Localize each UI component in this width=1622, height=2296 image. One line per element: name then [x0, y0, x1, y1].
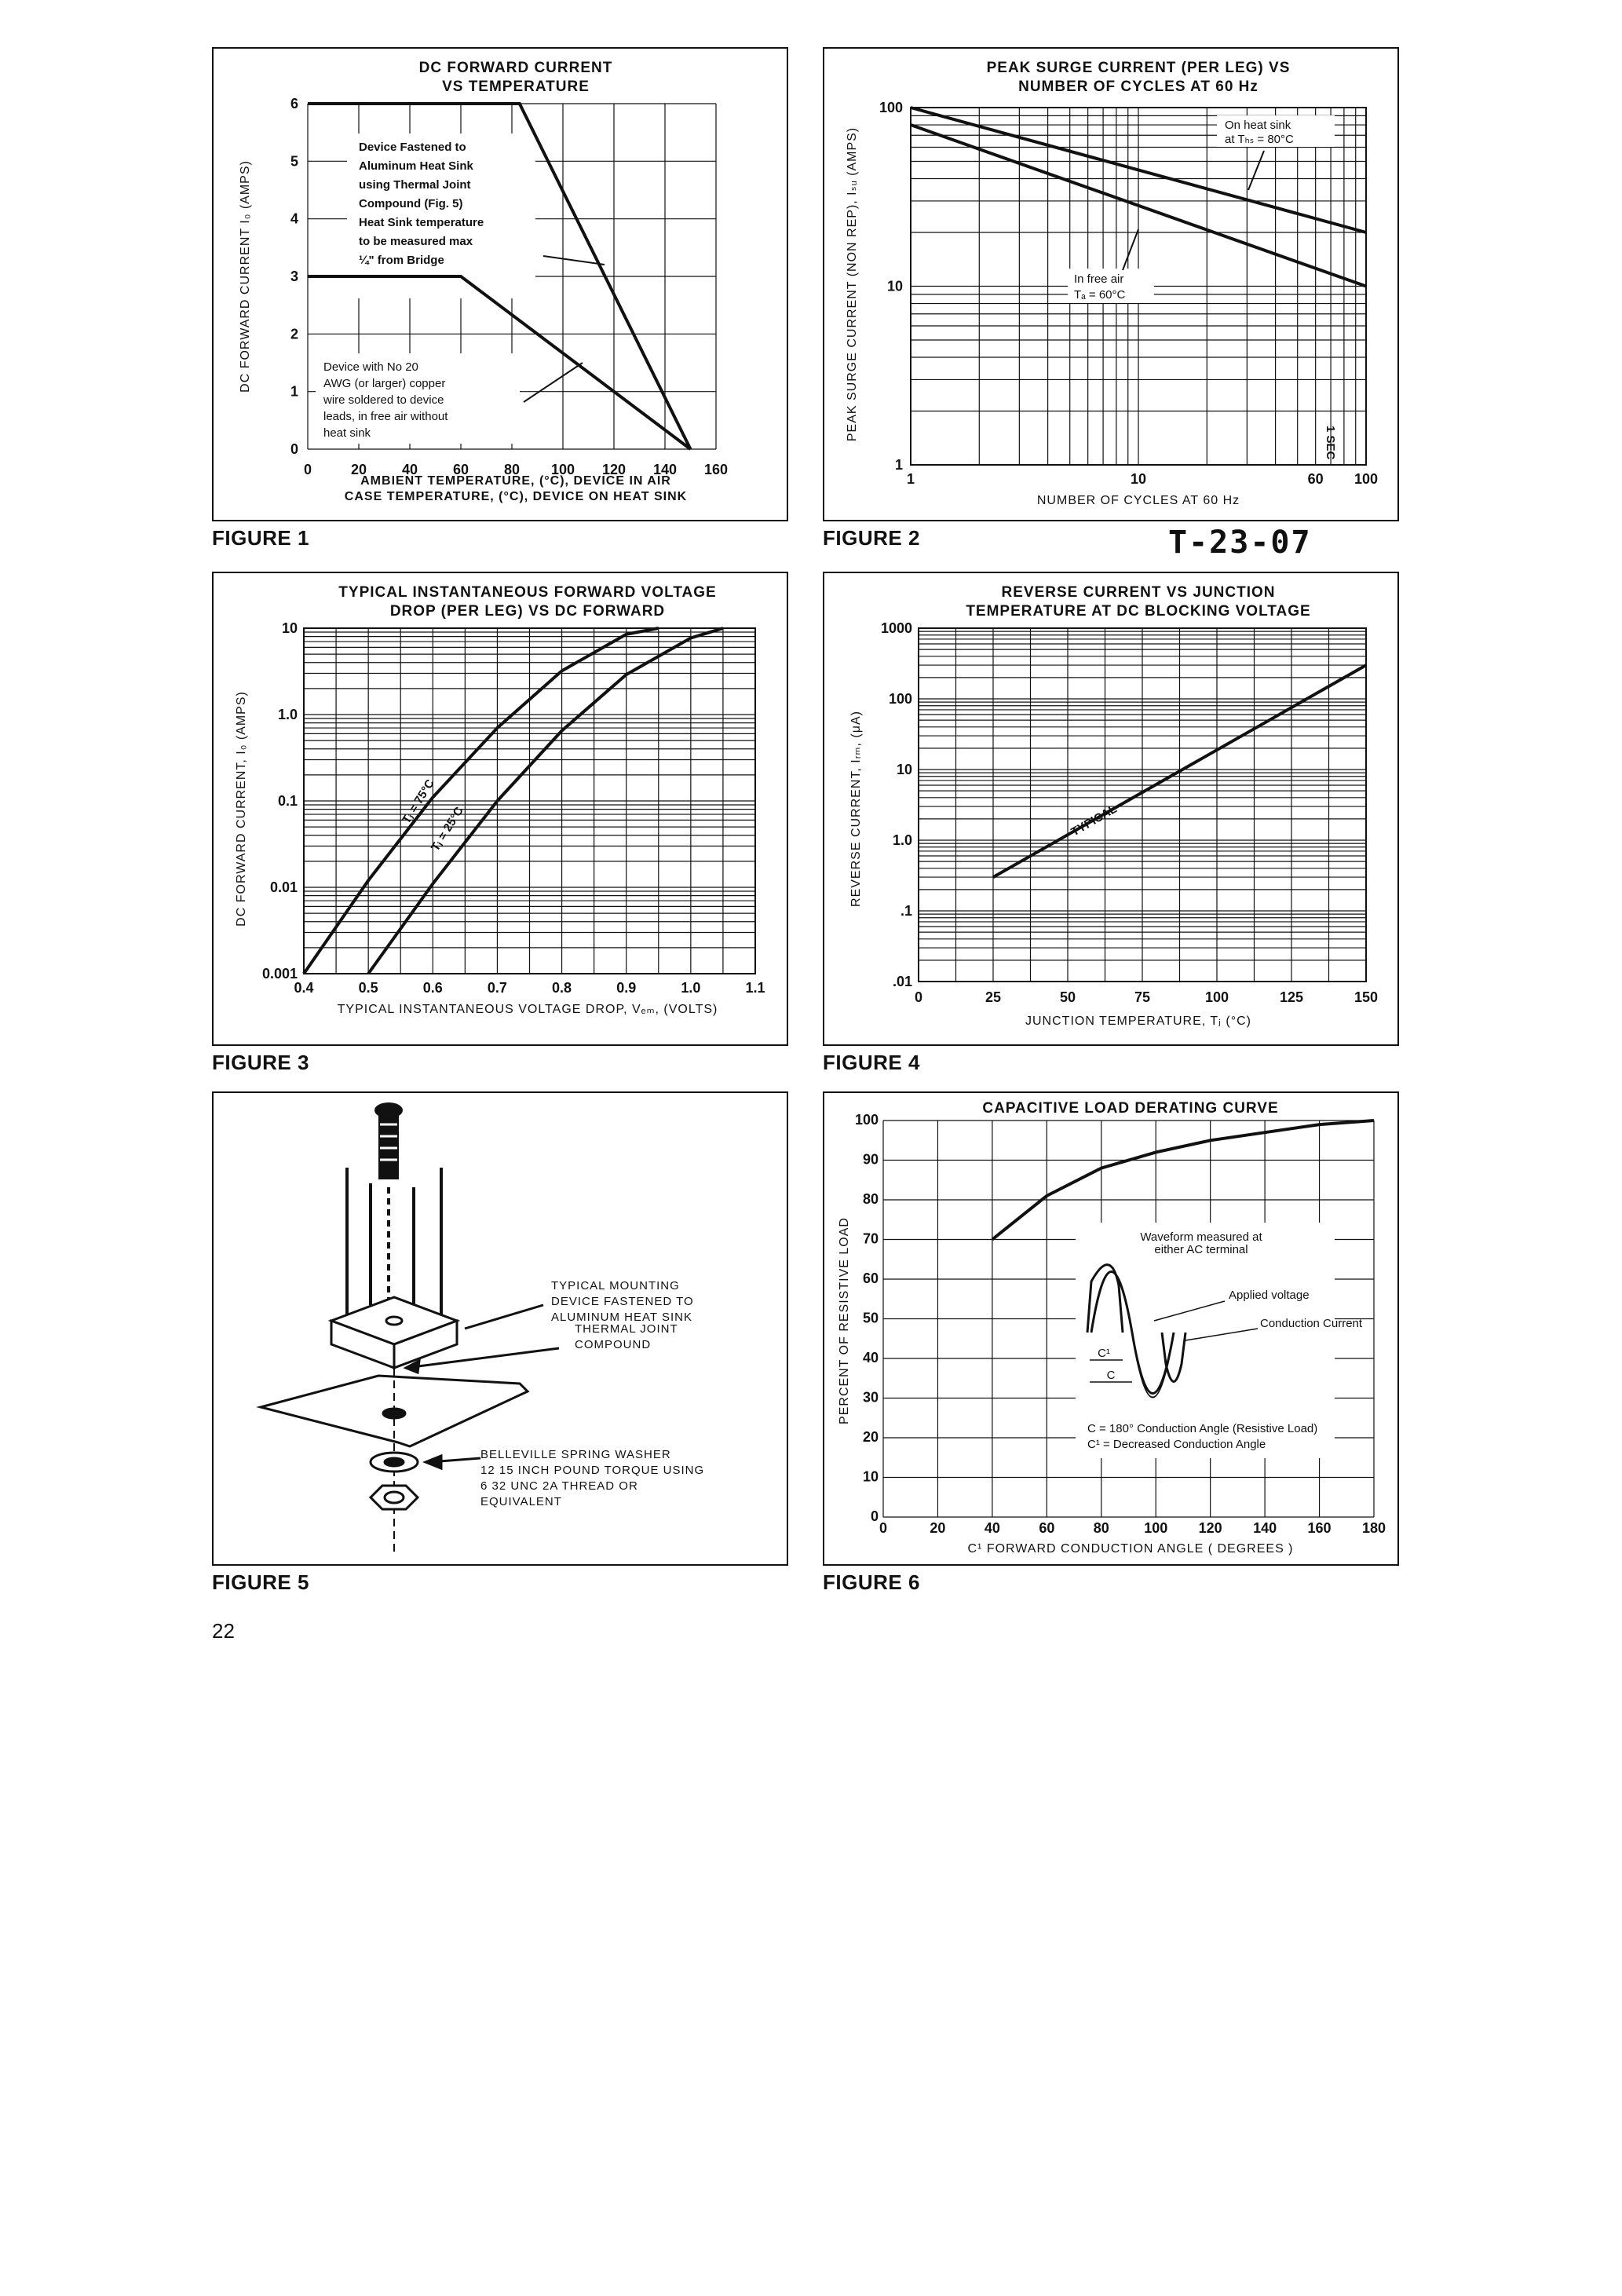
- annotation-text: Applied voltage: [1229, 1289, 1310, 1302]
- x-axis-label: AMBIENT TEMPERATURE, (°C), DEVICE IN AIR: [360, 474, 671, 488]
- x-tick-label: 60: [452, 462, 469, 477]
- x-tick-label: 1.0: [681, 980, 701, 996]
- x-tick-label: 120: [1198, 1520, 1222, 1536]
- y-axis-label: REVERSE CURRENT, Iᵣₘ, (μA): [849, 711, 863, 907]
- figure-2-label: FIGURE 2: [823, 526, 920, 550]
- x-tick-label: 0.4: [294, 980, 314, 996]
- x-tick-label: 140: [1253, 1520, 1277, 1536]
- annotation-text: either AC terminal: [1154, 1243, 1248, 1256]
- chart-title: NUMBER OF CYCLES AT 60 Hz: [1018, 79, 1259, 95]
- annotation-text: In free air: [1074, 272, 1124, 286]
- mounting-label: TYPICAL MOUNTING: [551, 1279, 680, 1292]
- series-0-line: [992, 1121, 1374, 1240]
- x-tick-label: 10: [1130, 471, 1147, 487]
- x-axis-label: JUNCTION TEMPERATURE, Tⱼ (°C): [1025, 1015, 1251, 1028]
- x-tick-label: 0.6: [422, 980, 443, 996]
- x-tick-label: 125: [1279, 989, 1304, 1005]
- annotation-text: wire soldered to device: [323, 393, 444, 407]
- y-tick-label: 0.001: [261, 966, 298, 982]
- mounting-label: 12 15 INCH POUND TORQUE USING: [480, 1464, 705, 1477]
- y-tick-label: 10: [886, 278, 903, 294]
- x-tick-label: 0.5: [358, 980, 378, 996]
- x-tick-label: 75: [1134, 989, 1151, 1005]
- y-tick-label: 0.1: [277, 793, 298, 809]
- x-axis-label: NUMBER OF CYCLES AT 60 Hz: [1036, 494, 1240, 507]
- stamp-text: T-23-07: [1168, 525, 1312, 561]
- annotation-arrow: [1248, 151, 1264, 190]
- y-tick-label: 100: [888, 691, 912, 707]
- chart-title: DROP (PER LEG) VS DC FORWARD: [389, 603, 666, 620]
- fig2-chart: [824, 49, 1397, 520]
- x-tick-label: 100: [550, 462, 575, 477]
- y-tick-label: 100: [879, 100, 903, 115]
- annotation-text: Device Fastened to: [359, 141, 466, 154]
- x-tick-label: 180: [1361, 1520, 1386, 1536]
- legend-text: C¹ = Decreased Conduction Angle: [1087, 1438, 1266, 1451]
- figure-5-label: FIGURE 5: [212, 1570, 309, 1594]
- y-tick-label: 0.01: [269, 879, 298, 895]
- c-label: C: [1106, 1369, 1116, 1382]
- mounting-label: 6 32 UNC 2A THREAD OR: [480, 1479, 638, 1493]
- x-tick-label: 60: [1307, 471, 1324, 487]
- series-label: TYPICAL: [1069, 802, 1120, 839]
- x-tick-label: 160: [1307, 1520, 1332, 1536]
- chart-title: DC FORWARD CURRENT: [418, 60, 613, 76]
- x-tick-label: 160: [703, 462, 729, 477]
- y-tick-label: 1: [290, 383, 298, 400]
- y-tick-label: 50: [862, 1310, 879, 1326]
- x-tick-label: 100: [1353, 471, 1379, 487]
- y-tick-label: .01: [892, 974, 912, 989]
- belleville-washer-icon: [371, 1453, 418, 1472]
- fig6-chart: [824, 1093, 1397, 1564]
- y-tick-label: 3: [290, 269, 298, 284]
- x-tick-label: 0.9: [616, 980, 637, 996]
- y-tick-label: 1: [894, 457, 903, 473]
- annotation-text: leads, in free air without: [323, 410, 448, 423]
- chart-title: TYPICAL INSTANTANEOUS FORWARD VOLTAGE: [338, 584, 717, 601]
- fig3-chart: [214, 573, 787, 1044]
- annotation-text: AWG (or larger) copper: [323, 377, 446, 390]
- x-tick-label: 100: [1204, 989, 1229, 1005]
- fig4-chart: [824, 573, 1397, 1044]
- x-tick-label: 80: [503, 462, 521, 477]
- y-tick-label: 10: [281, 620, 298, 636]
- annotation-text: Aluminum Heat Sink: [359, 159, 473, 173]
- mounting-label: BELLEVILLE SPRING WASHER: [480, 1448, 671, 1461]
- x-tick-label: 50: [1059, 989, 1076, 1005]
- legend-text: C = 180° Conduction Angle (Resistive Load): [1087, 1422, 1318, 1435]
- bridge-rectifier-icon: [331, 1297, 457, 1368]
- y-tick-label: 1.0: [892, 832, 912, 848]
- annotation-text: at Tₕₛ = 80°C: [1225, 133, 1294, 146]
- figure-3-label: FIGURE 3: [212, 1051, 309, 1074]
- y-tick-label: 10: [896, 762, 912, 777]
- x-tick-label: 20: [350, 462, 367, 477]
- y-axis-label: DC FORWARD CURRENT I₀ (AMPS): [239, 160, 252, 393]
- x-tick-label: 1.1: [745, 980, 765, 996]
- x-tick-label: 0: [914, 989, 923, 1005]
- x-tick-label: 100: [1144, 1520, 1168, 1536]
- annotation-arrow: [1123, 229, 1138, 270]
- y-tick-label: 100: [854, 1112, 879, 1128]
- figure-5-panel: [212, 1091, 788, 1566]
- annotation-text: to be measured max: [359, 235, 473, 248]
- y-tick-label: 20: [862, 1429, 879, 1445]
- x-tick-label: 0: [879, 1520, 888, 1536]
- mounting-label: COMPOUND: [575, 1338, 652, 1351]
- page-number: 22: [212, 1619, 235, 1643]
- chart-title: CAPACITIVE LOAD DERATING CURVE: [982, 1100, 1279, 1117]
- x-tick-label: 1: [906, 471, 915, 487]
- figure-3-panel: [212, 572, 788, 1046]
- y-tick-label: 30: [862, 1389, 879, 1406]
- mounting-label: EQUIVALENT: [480, 1495, 562, 1508]
- x-tick-label: 0: [303, 462, 312, 477]
- x-tick-label: 80: [1093, 1520, 1109, 1536]
- annotation-text: using Thermal Joint: [359, 178, 471, 192]
- x-tick-label: 60: [1039, 1520, 1055, 1536]
- figure-2-panel: [823, 47, 1399, 521]
- x-axis-label: C¹ FORWARD CONDUCTION ANGLE ( DEGREES ): [967, 1542, 1294, 1556]
- y-tick-label: 60: [862, 1270, 879, 1286]
- fig5-illustration: [214, 1093, 787, 1564]
- annotation-text: Compound (Fig. 5): [359, 197, 463, 210]
- y-axis-label: DC FORWARD CURRENT, I₀ (AMPS): [235, 691, 248, 927]
- annotation-text: On heat sink: [1225, 119, 1291, 132]
- fig3-grid: [304, 628, 755, 974]
- y-tick-label: 0: [870, 1508, 879, 1524]
- chart-title: PEAK SURGE CURRENT (PER LEG) VS: [986, 60, 1291, 76]
- chart-title: REVERSE CURRENT VS JUNCTION: [1001, 584, 1276, 601]
- y-tick-label: 90: [862, 1151, 879, 1168]
- x-tick-label: 150: [1353, 989, 1379, 1005]
- y-tick-label: 6: [290, 96, 298, 112]
- annotation-text: heat sink: [323, 426, 371, 440]
- x-axis-label: CASE TEMPERATURE, (°C), DEVICE ON HEAT SINK: [344, 490, 688, 503]
- figure-4-panel: [823, 572, 1399, 1046]
- hex-nut-icon: [371, 1486, 418, 1509]
- x-tick-label: 20: [930, 1520, 946, 1536]
- y-tick-label: .1: [900, 903, 912, 919]
- annotation-text: ¼" from Bridge: [359, 254, 444, 267]
- mounting-label: ALUMINUM HEAT SINK: [551, 1311, 692, 1324]
- y-tick-label: 70: [862, 1230, 879, 1247]
- y-tick-label: 2: [290, 326, 298, 342]
- series-label: Tⱼ = 25°C: [428, 804, 466, 854]
- annotation-text: Device with No 20: [323, 360, 418, 374]
- y-axis-label: PEAK SURGE CURRENT (NON REP), Iₛᵤ (AMPS): [846, 126, 859, 442]
- annotation-text: Conduction Current: [1260, 1317, 1363, 1330]
- x-tick-label: 40: [401, 462, 418, 477]
- y-axis-label: PERCENT OF RESISTIVE LOAD: [838, 1217, 851, 1424]
- y-tick-label: 10: [862, 1468, 879, 1485]
- figure-1-label: FIGURE 1: [212, 526, 309, 550]
- chart-title: TEMPERATURE AT DC BLOCKING VOLTAGE: [966, 603, 1311, 620]
- fig4-grid: [919, 628, 1366, 982]
- x-axis-label: TYPICAL INSTANTANEOUS VOLTAGE DROP, Vₑₘ, (VOLTS): [337, 1003, 718, 1016]
- x-tick-label: 0.7: [487, 980, 507, 996]
- y-tick-label: 40: [862, 1350, 879, 1366]
- screw-icon: [374, 1102, 403, 1179]
- figure-1-panel: [212, 47, 788, 521]
- marker-label: 1 SEC: [1324, 426, 1337, 460]
- y-tick-label: 1000: [880, 620, 912, 636]
- mounting-label: DEVICE FASTENED TO: [551, 1295, 694, 1308]
- y-tick-label: 4: [290, 210, 298, 227]
- annotation-text: Tₐ = 60°C: [1074, 288, 1126, 302]
- x-tick-label: 40: [984, 1520, 1000, 1536]
- x-tick-label: 120: [601, 462, 627, 477]
- figure-6-panel: [823, 1091, 1399, 1566]
- c1-label: C¹: [1098, 1347, 1110, 1360]
- x-tick-label: 0.8: [552, 980, 572, 996]
- y-tick-label: 0: [290, 441, 298, 457]
- figure-4-label: FIGURE 4: [823, 1051, 920, 1074]
- x-tick-label: 140: [652, 462, 678, 477]
- figure-6-label: FIGURE 6: [823, 1570, 920, 1594]
- mounting-label: THERMAL JOINT: [575, 1322, 678, 1336]
- annotation-text: Waveform measured at: [1140, 1230, 1262, 1244]
- chart-title: VS TEMPERATURE: [442, 79, 590, 95]
- y-tick-label: 80: [862, 1191, 879, 1207]
- y-tick-label: 1.0: [277, 707, 298, 722]
- x-tick-label: 25: [985, 989, 1002, 1005]
- y-tick-label: 5: [290, 153, 298, 170]
- annotation-text: Heat Sink temperature: [359, 216, 484, 229]
- annotation-arrow: [524, 363, 583, 402]
- fig1-chart: [214, 49, 787, 520]
- series-label: Tⱼ = 75°C: [399, 777, 437, 827]
